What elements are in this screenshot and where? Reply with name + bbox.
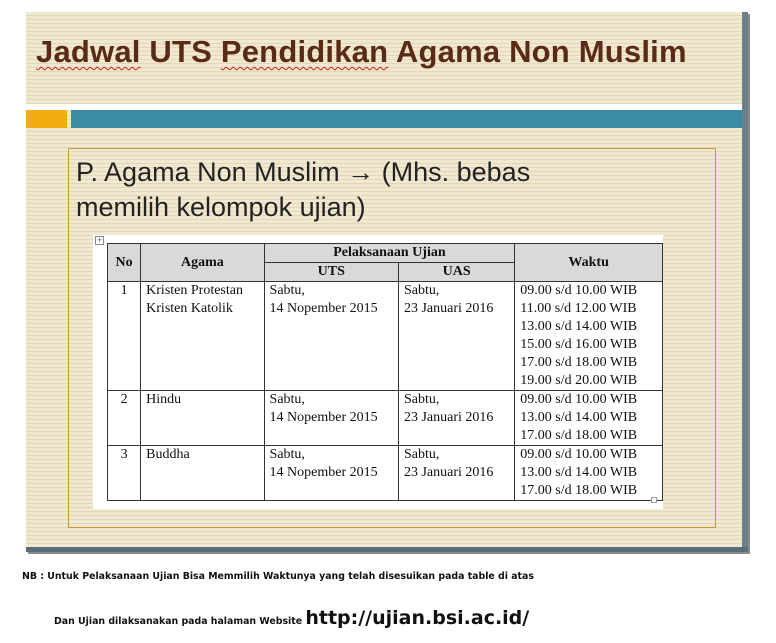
cell-uas-line: Sabtu, — [403, 447, 440, 462]
header-pelaksanaan: Pelaksanaan Ujian — [264, 244, 515, 263]
slide-edge-bottom — [26, 547, 748, 552]
cell-uts-line: 14 Nopember 2015 — [269, 465, 378, 480]
cell-uts — [264, 391, 398, 446]
slide-edge-right — [742, 12, 748, 552]
table-row — [108, 446, 663, 501]
cell-agama-line: Kristen Protestan — [146, 283, 243, 298]
slide-title — [36, 34, 687, 70]
cell-waktu-line: 09.00 s/d 10.00 WIB — [520, 447, 638, 462]
cell-uas-line: Sabtu, — [403, 283, 440, 298]
cell-waktu-line: 19.00 s/d 20.00 WIB — [520, 373, 638, 388]
subtitle-line-2: memilih kelompok ujian) — [76, 192, 366, 222]
header-uts: UTS — [264, 263, 398, 282]
cell-uas — [398, 391, 514, 446]
accent-bar-orange — [26, 110, 67, 128]
cell-uts-line: Sabtu, — [269, 392, 305, 407]
cell-uts — [264, 282, 398, 391]
cell-no: 2 — [108, 391, 141, 446]
title-word-jadwal: Jadwal — [36, 34, 141, 69]
cell-no: 3 — [108, 446, 141, 501]
cell-waktu-line: 13.00 s/d 14.00 WIB — [520, 465, 638, 480]
website-note — [54, 607, 529, 629]
cell-uas-line: 23 Januari 2016 — [403, 410, 494, 425]
header-waktu: Waktu — [515, 244, 663, 282]
cell-agama — [141, 391, 264, 446]
cell-waktu-line: 13.00 s/d 14.00 WIB — [520, 410, 638, 425]
header-uas: UAS — [398, 263, 514, 282]
cell-waktu — [515, 391, 663, 446]
cell-agama — [141, 446, 264, 501]
cell-uas-line: Sabtu, — [403, 392, 440, 407]
cell-uts-line: Sabtu, — [269, 283, 305, 298]
subtitle-line-1: P. Agama Non Muslim → (Mhs. bebas — [76, 157, 531, 187]
cell-agama-line: Kristen Katolik — [146, 301, 233, 316]
cell-uas — [398, 282, 514, 391]
table-resize-handle-icon[interactable] — [651, 497, 657, 503]
cell-waktu-line: 15.00 s/d 16.00 WIB — [520, 337, 638, 352]
slide — [26, 12, 748, 552]
cell-uts-line: 14 Nopember 2015 — [269, 410, 378, 425]
website-link[interactable]: http://ujian.bsi.ac.id/ — [305, 607, 530, 629]
cell-waktu-line: 09.00 s/d 10.00 WIB — [520, 392, 638, 407]
cell-waktu — [515, 446, 663, 501]
cell-uas — [398, 446, 514, 501]
content-box — [68, 148, 716, 528]
cell-uas-line: 23 Januari 2016 — [403, 465, 494, 480]
cell-waktu-line: 11.00 s/d 12.00 WIB — [520, 301, 637, 316]
table-row — [108, 282, 663, 391]
title-word-rest: Agama Non Muslim — [395, 34, 687, 69]
cell-uas-line: 23 Januari 2016 — [403, 301, 494, 316]
cell-waktu-line: 13.00 s/d 14.00 WIB — [520, 319, 638, 334]
cell-agama-line: Hindu — [146, 392, 182, 407]
cell-uts-line: 14 Nopember 2015 — [269, 301, 378, 316]
cell-waktu-line: 17.00 s/d 18.00 WIB — [520, 428, 638, 443]
cell-waktu-line: 17.00 s/d 18.00 WIB — [520, 483, 638, 498]
header-no: No — [108, 244, 141, 282]
nb-note: NB : Untuk Pelaksanaan Ujian Bisa Memmilih Waktunya yang telah disesuikan pada table di atas — [22, 571, 534, 582]
cell-agama-line: Buddha — [146, 447, 190, 462]
accent-bar-teal — [71, 110, 742, 128]
cell-no: 1 — [108, 282, 141, 391]
cell-waktu — [515, 282, 663, 391]
schedule-table-card — [93, 235, 663, 509]
cell-waktu-line: 09.00 s/d 10.00 WIB — [520, 283, 638, 298]
title-word-pendidikan: Pendidikan — [220, 34, 389, 69]
table-move-handle-icon[interactable]: + — [96, 236, 103, 244]
slide-subtitle — [76, 155, 696, 225]
cell-waktu-line: 17.00 s/d 18.00 WIB — [520, 355, 638, 370]
schedule-table — [107, 243, 663, 501]
cell-uts-line: Sabtu, — [269, 447, 305, 462]
cell-uts — [264, 446, 398, 501]
website-note-prefix: Dan Ujian dilaksanakan pada halaman Website — [54, 616, 306, 627]
table-row — [108, 391, 663, 446]
cell-agama — [141, 282, 264, 391]
title-word-uts: UTS — [149, 34, 213, 69]
header-agama: Agama — [141, 244, 264, 282]
